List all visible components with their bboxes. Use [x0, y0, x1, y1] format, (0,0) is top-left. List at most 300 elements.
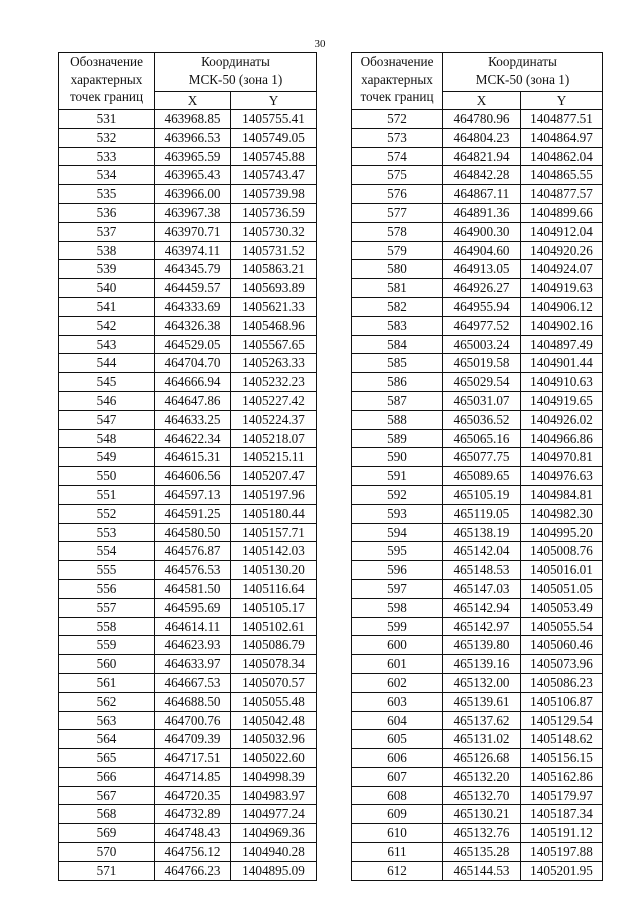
table-row [59, 448, 317, 467]
point-number-cell: 587 [352, 391, 443, 410]
point-number-cell: 548 [59, 429, 155, 448]
point-number-cell: 590 [352, 448, 443, 467]
y-coordinate-cell: 1404899.66 [521, 203, 603, 222]
point-number-cell: 534 [59, 166, 155, 185]
y-coordinate-cell: 1404865.55 [521, 166, 603, 185]
y-coordinate-cell: 1404901.44 [521, 354, 603, 373]
point-number-cell: 572 [352, 110, 443, 129]
point-number-cell: 541 [59, 297, 155, 316]
x-coordinate-cell: 464913.05 [443, 260, 521, 279]
x-coordinate-cell: 464595.69 [155, 598, 231, 617]
y-coordinate-cell: 1405008.76 [521, 542, 603, 561]
point-number-cell: 612 [352, 861, 443, 880]
point-number-cell: 602 [352, 673, 443, 692]
table-row [59, 297, 317, 316]
table-row [59, 373, 317, 392]
table-row [352, 410, 603, 429]
x-coordinate-cell: 464581.50 [155, 579, 231, 598]
x-coordinate-cell: 464597.13 [155, 485, 231, 504]
table-row [59, 467, 317, 486]
x-coordinate-cell: 464926.27 [443, 279, 521, 298]
y-coordinate-cell: 1405621.33 [231, 297, 317, 316]
table-row [59, 260, 317, 279]
point-number-cell: 566 [59, 767, 155, 786]
x-coordinate-cell: 464780.96 [443, 110, 521, 129]
table-row [352, 673, 603, 692]
point-number-cell: 544 [59, 354, 155, 373]
y-coordinate-cell: 1405755.41 [231, 110, 317, 129]
point-number-cell: 609 [352, 805, 443, 824]
table-row [59, 636, 317, 655]
y-coordinate-cell: 1405187.34 [521, 805, 603, 824]
y-coordinate-cell: 1404877.57 [521, 185, 603, 204]
point-number-cell: 543 [59, 335, 155, 354]
x-coordinate-cell: 464766.23 [155, 861, 231, 880]
y-coordinate-cell: 1404995.20 [521, 523, 603, 542]
x-coordinate-cell: 465089.65 [443, 467, 521, 486]
y-coordinate-cell: 1404906.12 [521, 297, 603, 316]
x-coordinate-cell: 464623.93 [155, 636, 231, 655]
table-row [59, 354, 317, 373]
point-number-cell: 574 [352, 147, 443, 166]
y-coordinate-cell: 1405180.44 [231, 504, 317, 523]
table-row [59, 222, 317, 241]
point-number-cell: 568 [59, 805, 155, 824]
y-coordinate-cell: 1404864.97 [521, 128, 603, 147]
y-coordinate-cell: 1404969.36 [231, 824, 317, 843]
point-number-cell: 551 [59, 485, 155, 504]
y-coordinate-cell: 1404998.39 [231, 767, 317, 786]
y-coordinate-cell: 1405863.21 [231, 260, 317, 279]
point-number-cell: 554 [59, 542, 155, 561]
table-row [352, 786, 603, 805]
y-coordinate-cell: 1405078.34 [231, 655, 317, 674]
point-number-cell: 603 [352, 692, 443, 711]
table-row [59, 824, 317, 843]
y-coordinate-cell: 1405086.23 [521, 673, 603, 692]
point-number-cell: 564 [59, 730, 155, 749]
point-number-cell: 559 [59, 636, 155, 655]
point-number-cell: 538 [59, 241, 155, 260]
table-row [59, 110, 317, 129]
table-row [352, 861, 603, 880]
y-coordinate-cell: 1404976.63 [521, 467, 603, 486]
y-coordinate-cell: 1405142.03 [231, 542, 317, 561]
x-coordinate-cell: 464842.28 [443, 166, 521, 185]
x-coordinate-cell: 465132.20 [443, 767, 521, 786]
table-row [352, 730, 603, 749]
point-label-line2: характерных [70, 71, 143, 87]
x-coordinate-cell: 464591.25 [155, 504, 231, 523]
point-number-cell: 531 [59, 110, 155, 129]
y-coordinate-cell: 1405731.52 [231, 241, 317, 260]
table-row [352, 335, 603, 354]
x-coordinate-cell: 464345.79 [155, 260, 231, 279]
table-row [59, 561, 317, 580]
x-column-header: X [155, 91, 231, 109]
table-row [352, 166, 603, 185]
y-coordinate-cell: 1404926.02 [521, 410, 603, 429]
y-coordinate-cell: 1405191.12 [521, 824, 603, 843]
x-coordinate-cell: 465148.53 [443, 561, 521, 580]
table-row [352, 749, 603, 768]
table-row [59, 730, 317, 749]
table-row [352, 767, 603, 786]
y-coordinate-cell: 1404983.97 [231, 786, 317, 805]
y-coordinate-cell: 1404862.04 [521, 147, 603, 166]
x-coordinate-cell: 465138.19 [443, 523, 521, 542]
y-coordinate-cell: 1405197.96 [231, 485, 317, 504]
x-coordinate-cell: 464709.39 [155, 730, 231, 749]
table-row [352, 147, 603, 166]
y-coordinate-cell: 1405693.89 [231, 279, 317, 298]
x-coordinate-cell: 465139.16 [443, 655, 521, 674]
x-coordinate-cell: 465142.94 [443, 598, 521, 617]
point-number-cell: 555 [59, 561, 155, 580]
x-coordinate-cell: 464900.30 [443, 222, 521, 241]
point-number-cell: 569 [59, 824, 155, 843]
point-number-cell: 588 [352, 410, 443, 429]
y-coordinate-cell: 1405162.86 [521, 767, 603, 786]
table-row [59, 542, 317, 561]
table-row [352, 185, 603, 204]
table-row [352, 373, 603, 392]
point-label-line1: Обозначение [70, 54, 143, 69]
x-coordinate-cell: 465139.61 [443, 692, 521, 711]
point-number-cell: 594 [352, 523, 443, 542]
point-number-cell: 540 [59, 279, 155, 298]
point-number-cell: 545 [59, 373, 155, 392]
y-coordinate-cell: 1404910.63 [521, 373, 603, 392]
y-coordinate-cell: 1405201.95 [521, 861, 603, 880]
point-number-cell: 561 [59, 673, 155, 692]
table-row [59, 767, 317, 786]
coordinates-group-header [443, 53, 603, 92]
table-row [352, 655, 603, 674]
table-row [352, 617, 603, 636]
point-number-cell: 558 [59, 617, 155, 636]
y-coordinate-cell: 1405224.37 [231, 410, 317, 429]
point-number-cell: 582 [352, 297, 443, 316]
x-coordinate-cell: 464904.60 [443, 241, 521, 260]
point-number-cell: 592 [352, 485, 443, 504]
y-coordinate-cell: 1405743.47 [231, 166, 317, 185]
point-number-cell: 567 [59, 786, 155, 805]
table-row [59, 391, 317, 410]
table-row [352, 579, 603, 598]
y-coordinate-cell: 1405055.48 [231, 692, 317, 711]
y-coordinate-cell: 1405749.05 [231, 128, 317, 147]
point-number-cell: 607 [352, 767, 443, 786]
y-coordinate-cell: 1405073.96 [521, 655, 603, 674]
y-coordinate-cell: 1405179.97 [521, 786, 603, 805]
x-coordinate-cell: 464867.11 [443, 185, 521, 204]
point-number-cell: 585 [352, 354, 443, 373]
y-coordinate-cell: 1405070.57 [231, 673, 317, 692]
y-coordinate-cell: 1405197.88 [521, 843, 603, 862]
table-row [59, 504, 317, 523]
point-number-cell: 580 [352, 260, 443, 279]
table-row [59, 805, 317, 824]
table-row [59, 673, 317, 692]
x-coordinate-cell: 464714.85 [155, 767, 231, 786]
y-coordinate-cell: 1405042.48 [231, 711, 317, 730]
point-number-cell: 570 [59, 843, 155, 862]
table-row [352, 448, 603, 467]
x-coordinate-cell: 464529.05 [155, 335, 231, 354]
table-row [59, 523, 317, 542]
table-row [352, 843, 603, 862]
point-number-cell: 598 [352, 598, 443, 617]
y-coordinate-cell: 1405218.07 [231, 429, 317, 448]
x-coordinate-cell: 464633.25 [155, 410, 231, 429]
table-row [352, 429, 603, 448]
page-number: 30 [314, 38, 326, 50]
point-label-line2: характерных [361, 71, 433, 87]
table-row [59, 128, 317, 147]
table-row [59, 655, 317, 674]
point-number-cell: 595 [352, 542, 443, 561]
y-column-header: Y [231, 91, 317, 109]
x-coordinate-cell: 464333.69 [155, 297, 231, 316]
x-coordinate-cell: 464717.51 [155, 749, 231, 768]
x-coordinate-cell: 464633.97 [155, 655, 231, 674]
x-coordinate-cell: 465135.28 [443, 843, 521, 862]
x-coordinate-cell: 463970.71 [155, 222, 231, 241]
point-number-cell: 599 [352, 617, 443, 636]
x-coordinate-cell: 465144.53 [443, 861, 521, 880]
y-coordinate-cell: 1404940.28 [231, 843, 317, 862]
y-coordinate-cell: 1405207.47 [231, 467, 317, 486]
x-coordinate-cell: 464576.53 [155, 561, 231, 580]
x-coordinate-cell: 465126.68 [443, 749, 521, 768]
point-number-cell: 542 [59, 316, 155, 335]
table-row [59, 579, 317, 598]
y-coordinate-cell: 1404897.49 [521, 335, 603, 354]
point-number-cell: 596 [352, 561, 443, 580]
x-coordinate-cell: 465031.07 [443, 391, 521, 410]
y-coordinate-cell: 1404984.81 [521, 485, 603, 504]
y-coordinate-cell: 1405468.96 [231, 316, 317, 335]
y-coordinate-cell: 1404895.09 [231, 861, 317, 880]
y-coordinate-cell: 1405736.59 [231, 203, 317, 222]
point-number-cell: 571 [59, 861, 155, 880]
point-number-cell: 539 [59, 260, 155, 279]
y-coordinate-cell: 1404902.16 [521, 316, 603, 335]
table-row [352, 542, 603, 561]
x-coordinate-cell: 464748.43 [155, 824, 231, 843]
point-number-cell: 537 [59, 222, 155, 241]
x-coordinate-cell: 464821.94 [443, 147, 521, 166]
point-number-cell: 556 [59, 579, 155, 598]
x-coordinate-cell: 463966.53 [155, 128, 231, 147]
point-number-cell: 536 [59, 203, 155, 222]
y-coordinate-cell: 1404970.81 [521, 448, 603, 467]
y-coordinate-cell: 1405053.49 [521, 598, 603, 617]
x-coordinate-cell: 464614.11 [155, 617, 231, 636]
y-coordinate-cell: 1405086.79 [231, 636, 317, 655]
table-row [59, 429, 317, 448]
x-coordinate-cell: 464700.76 [155, 711, 231, 730]
table-row [352, 316, 603, 335]
table-row [352, 824, 603, 843]
x-coordinate-cell: 465077.75 [443, 448, 521, 467]
point-number-cell: 606 [352, 749, 443, 768]
y-coordinate-cell: 1405105.17 [231, 598, 317, 617]
table-row [352, 504, 603, 523]
point-number-cell: 608 [352, 786, 443, 805]
y-coordinate-cell: 1405745.88 [231, 147, 317, 166]
x-coordinate-cell: 464732.89 [155, 805, 231, 824]
table-row [59, 316, 317, 335]
table-row [352, 391, 603, 410]
y-coordinate-cell: 1404924.07 [521, 260, 603, 279]
x-coordinate-cell: 464977.52 [443, 316, 521, 335]
table-row [352, 241, 603, 260]
table-row [59, 485, 317, 504]
y-coordinate-cell: 1405739.98 [231, 185, 317, 204]
point-number-cell: 593 [352, 504, 443, 523]
table-row [352, 485, 603, 504]
table-row [59, 147, 317, 166]
point-label-line3: точек границ [360, 89, 434, 104]
point-number-cell: 553 [59, 523, 155, 542]
point-number-cell: 549 [59, 448, 155, 467]
coordinates-group-header [155, 53, 317, 92]
y-coordinate-cell: 1405227.42 [231, 391, 317, 410]
point-number-cell: 546 [59, 391, 155, 410]
x-coordinate-cell: 464756.12 [155, 843, 231, 862]
table-row [352, 467, 603, 486]
x-column-header: X [443, 91, 521, 109]
point-number-cell: 562 [59, 692, 155, 711]
x-coordinate-cell: 464666.94 [155, 373, 231, 392]
table-row [59, 241, 317, 260]
x-coordinate-cell: 465131.02 [443, 730, 521, 749]
x-coordinate-cell: 465130.21 [443, 805, 521, 824]
table-row [59, 843, 317, 862]
y-coordinate-cell: 1404912.04 [521, 222, 603, 241]
point-label-line3: точек границ [69, 89, 144, 104]
y-coordinate-cell: 1405102.61 [231, 617, 317, 636]
point-number-cell: 581 [352, 279, 443, 298]
y-coordinate-cell: 1405730.32 [231, 222, 317, 241]
point-number-cell: 579 [352, 241, 443, 260]
point-number-cell: 557 [59, 598, 155, 617]
y-coordinate-cell: 1405051.05 [521, 579, 603, 598]
point-number-cell: 552 [59, 504, 155, 523]
y-coordinate-cell: 1405148.62 [521, 730, 603, 749]
y-coordinate-cell: 1404977.24 [231, 805, 317, 824]
table-row [352, 128, 603, 147]
point-number-cell: 573 [352, 128, 443, 147]
x-coordinate-cell: 464326.38 [155, 316, 231, 335]
x-coordinate-cell: 464891.36 [443, 203, 521, 222]
coordinates-table-right [351, 52, 603, 881]
x-coordinate-cell: 465003.24 [443, 335, 521, 354]
point-number-cell: 601 [352, 655, 443, 674]
x-coordinate-cell: 465142.97 [443, 617, 521, 636]
y-coordinate-cell: 1405060.46 [521, 636, 603, 655]
table-row [59, 692, 317, 711]
x-coordinate-cell: 464615.31 [155, 448, 231, 467]
y-coordinate-cell: 1405116.64 [231, 579, 317, 598]
x-coordinate-cell: 464647.86 [155, 391, 231, 410]
coordinates-title: Координаты [488, 54, 557, 69]
x-coordinate-cell: 464606.56 [155, 467, 231, 486]
table-row [59, 749, 317, 768]
point-number-cell: 560 [59, 655, 155, 674]
table-row [352, 711, 603, 730]
y-coordinate-cell: 1405016.01 [521, 561, 603, 580]
y-coordinate-cell: 1405022.60 [231, 749, 317, 768]
x-coordinate-cell: 464576.87 [155, 542, 231, 561]
point-number-cell: 533 [59, 147, 155, 166]
point-number-cell: 565 [59, 749, 155, 768]
y-coordinate-cell: 1405157.71 [231, 523, 317, 542]
x-coordinate-cell: 463966.00 [155, 185, 231, 204]
table-row [59, 598, 317, 617]
table-row [352, 523, 603, 542]
table-row [352, 110, 603, 129]
x-coordinate-cell: 463974.11 [155, 241, 231, 260]
table-row [59, 786, 317, 805]
x-coordinate-cell: 464459.57 [155, 279, 231, 298]
table-row [352, 692, 603, 711]
point-number-cell: 600 [352, 636, 443, 655]
x-coordinate-cell: 464955.94 [443, 297, 521, 316]
y-coordinate-cell: 1404919.63 [521, 279, 603, 298]
y-coordinate-cell: 1405129.54 [521, 711, 603, 730]
table-row [352, 279, 603, 298]
x-coordinate-cell: 465147.03 [443, 579, 521, 598]
x-coordinate-cell: 465139.80 [443, 636, 521, 655]
y-coordinate-cell: 1405055.54 [521, 617, 603, 636]
x-coordinate-cell: 464804.23 [443, 128, 521, 147]
point-number-cell: 577 [352, 203, 443, 222]
point-number-cell: 586 [352, 373, 443, 392]
y-coordinate-cell: 1405263.33 [231, 354, 317, 373]
table-row [352, 203, 603, 222]
point-number-cell: 578 [352, 222, 443, 241]
y-coordinate-cell: 1405156.15 [521, 749, 603, 768]
point-number-cell: 589 [352, 429, 443, 448]
x-coordinate-cell: 465119.05 [443, 504, 521, 523]
coordinates-table-left [58, 52, 317, 881]
point-number-cell: 605 [352, 730, 443, 749]
point-label-header [352, 53, 443, 110]
table-row [59, 185, 317, 204]
y-coordinate-cell: 1404966.86 [521, 429, 603, 448]
table-row [59, 617, 317, 636]
x-coordinate-cell: 463967.38 [155, 203, 231, 222]
point-number-cell: 532 [59, 128, 155, 147]
table-row [352, 805, 603, 824]
point-number-cell: 597 [352, 579, 443, 598]
coordinates-title: Координаты [201, 54, 270, 69]
y-coordinate-cell: 1405032.96 [231, 730, 317, 749]
x-coordinate-cell: 465029.54 [443, 373, 521, 392]
point-number-cell: 604 [352, 711, 443, 730]
x-coordinate-cell: 465065.16 [443, 429, 521, 448]
x-coordinate-cell: 465132.76 [443, 824, 521, 843]
table-row [59, 711, 317, 730]
x-coordinate-cell: 465105.19 [443, 485, 521, 504]
table-row [352, 222, 603, 241]
point-number-cell: 584 [352, 335, 443, 354]
x-coordinate-cell: 465137.62 [443, 711, 521, 730]
y-coordinate-cell: 1404877.51 [521, 110, 603, 129]
